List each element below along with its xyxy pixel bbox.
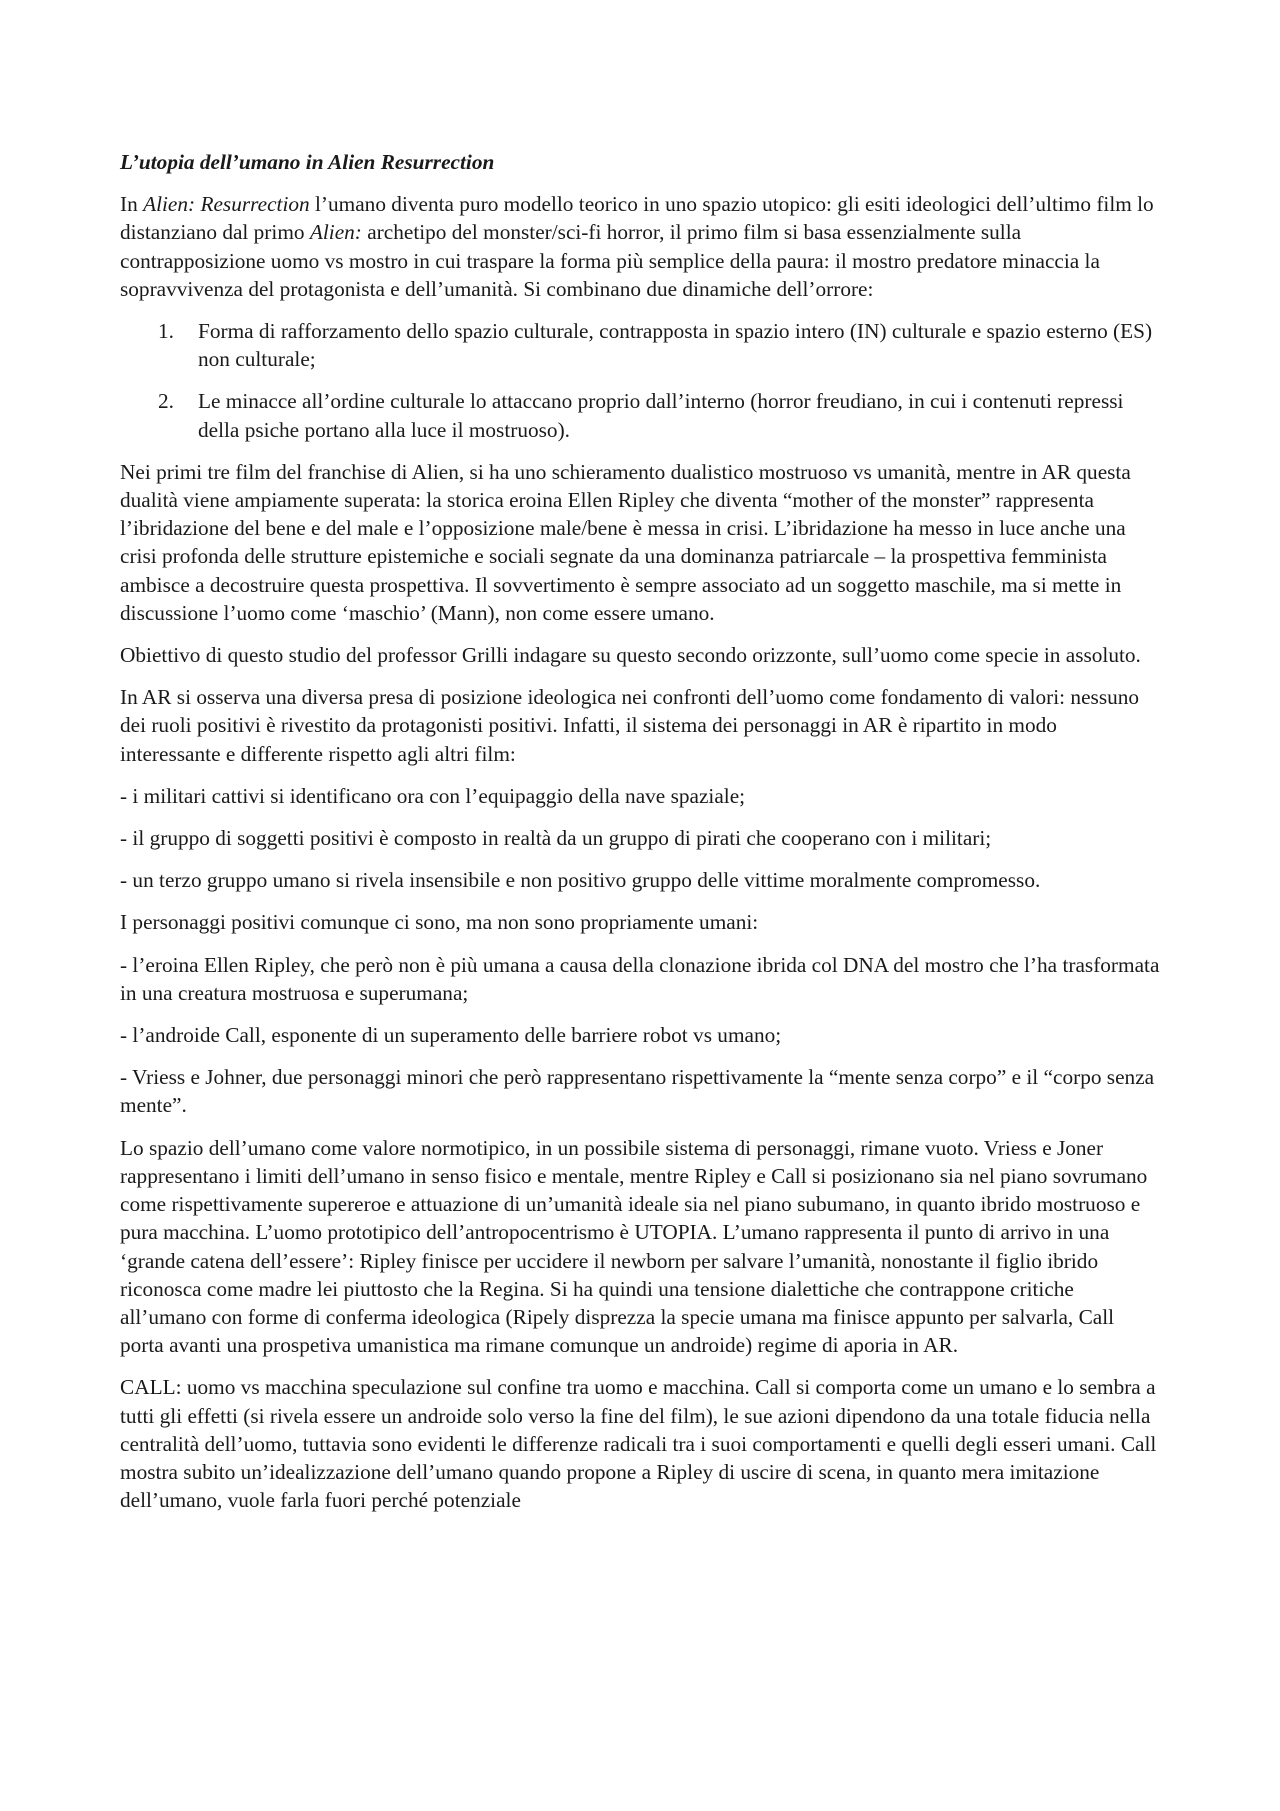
- ar-paragraph: In AR si osserva una diversa presa di posizione ideologica nei confronti dell’uomo come fondamento di valori: nessuno dei ruoli positivi è rivestito da protagonisti positivi. Infatti, il sistema dei personaggi in AR è ripartito in modo interessante e differente rispetto agli altri film:: [120, 685, 1140, 766]
- dash-item-call: - l’androide Call, esponente di un superamento delle barriere robot vs umano;: [120, 1023, 782, 1048]
- dash-item-military: - i militari cattivi si identificano ora con l’equipaggio della nave spaziale;: [120, 783, 746, 808]
- horror-dynamics-list: [120, 317, 1160, 444]
- intro-first-film-title: Alien:: [309, 220, 362, 245]
- intro-paragraph: [120, 190, 1160, 303]
- list-item-number: 1.: [158, 319, 174, 344]
- dash-item-pirates: - il gruppo di soggetti positivi è composto in realtà da un gruppo di pirati che cooperano con i militari;: [120, 826, 992, 851]
- document-page: [120, 148, 1160, 1528]
- positive-characters-paragraph: I personaggi positivi comunque ci sono, ma non sono propriamente umani:: [120, 910, 759, 935]
- dash-item-victims: - un terzo gruppo umano si rivela insensibile e non positivo gruppo delle vittime moralmente compromesso.: [120, 868, 1041, 893]
- document-title: L’utopia dell’umano in Alien Resurrection: [120, 150, 495, 174]
- objective-paragraph: Obiettivo di questo studio del professor Grilli indagare su questo secondo orizzonte, sull’uomo come specie in assoluto.: [120, 643, 1141, 668]
- dash-item-vriess-johner: - Vriess e Johner, due personaggi minori che però rappresentano rispettivamente la “mente senza corpo” e il “corpo senza mente”.: [120, 1065, 1155, 1118]
- human-space-paragraph: Lo spazio dell’umano come valore normotipico, in un possibile sistema di personaggi, rimane vuoto. Vriess e Joner rappresentano i limiti dell’umano in senso fisico e mentale, mentre Ripley e Call si posizionano sia nel piano sovrumano come rispettivamente supereroe e attuazione di un’umanità ideale sia nel piano subumano, in quanto ibrido mostruoso e pura macchina. L’uomo prototipico dell’antropocentrismo è UTOPIA. L’umano rappresenta il punto di arrivo in una ‘grande catena dell’essere’: Ripley finisce per uccidere il newborn per salvare l’umanità, nonostante il figlio ibrido riconosca come madre lei piuttosto che la Regina. Si ha quindi una tensione dialettiche che contrappone critiche all’umano con forme di conferma ideologica (Ripely disprezza la specie umana ma finisce appunto per salvarla, Call porta avanti una prospetiva umanistica ma rimane comunque un androide) regime di aporia in AR.: [120, 1135, 1148, 1358]
- list-item: [120, 387, 1160, 443]
- intro-film-title: Alien: Resurrection: [143, 192, 310, 217]
- intro-text-1: In: [120, 192, 144, 217]
- intro-text-3: archetipo del monster/sci-fi horror, il primo film si basa essenzialmente sulla contrapposizione uomo vs mostro in cui traspare la forma più semplice della paura: il mostro predatore minaccia la sopravvivenza del protagonista e dell’umanità. Si combinano due dinamiche dell’orrore:: [120, 220, 1100, 301]
- franchise-paragraph: Nei primi tre film del franchise di Alien, si ha uno schieramento dualistico mostruoso vs umanità, mentre in AR questa dualità viene ampiamente superata: la storica eroina Ellen Ripley che diventa “mother of the monster” rappresenta l’ibridazione del bene e del male e l’opposizione male/bene è messa in crisi. L’ibridazione ha messo in luce anche una crisi profonda delle strutture epistemiche e sociali segnate da una dominanza patriarcale – la prospettiva femminista ambisce a decostruire questa prospettiva. Il sovvertimento è sempre associato ad un soggetto maschile, ma si mette in discussione l’uomo come ‘maschio’ (Mann), non come essere umano.: [120, 459, 1131, 625]
- list-item-text: Le minacce all’ordine culturale lo attaccano proprio dall’interno (horror freudiano, in cui i contenuti repressi della psiche portano alla luce il mostruoso).: [198, 389, 1124, 442]
- intro-text-2: l’umano diventa puro modello teorico in uno spazio utopico: gli esiti ideologici dell’ultimo film lo distanziano dal primo: [120, 192, 1154, 245]
- dash-item-ripley: - l’eroina Ellen Ripley, che però non è più umana a causa della clonazione ibrida col DNA del mostro che l’ha trasformata in una creatura mostruosa e superumana;: [120, 952, 1160, 1005]
- list-item: [120, 317, 1160, 373]
- call-paragraph: CALL: uomo vs macchina speculazione sul confine tra uomo e macchina. Call si comporta come un umano e lo sembra a tutti gli effetti (si rivela essere un androide solo verso la fine del film), le sue azioni dipendono da una totale fiducia nella centralità dell’uomo, tuttavia sono evidenti le differenze radicali tra i suoi comportamenti e quelli degli esseri umani. Call mostra subito un’idealizzazione dell’umano quando propone a Ripley di uscire di scena, in quanto mera imitazione dell’umano, vuole farla fuori perché potenziale: [120, 1375, 1157, 1513]
- list-item-number: 2.: [158, 389, 174, 414]
- list-item-text: Forma di rafforzamento dello spazio culturale, contrapposta in spazio intero (IN) culturale e spazio esterno (ES) non culturale;: [198, 319, 1153, 372]
